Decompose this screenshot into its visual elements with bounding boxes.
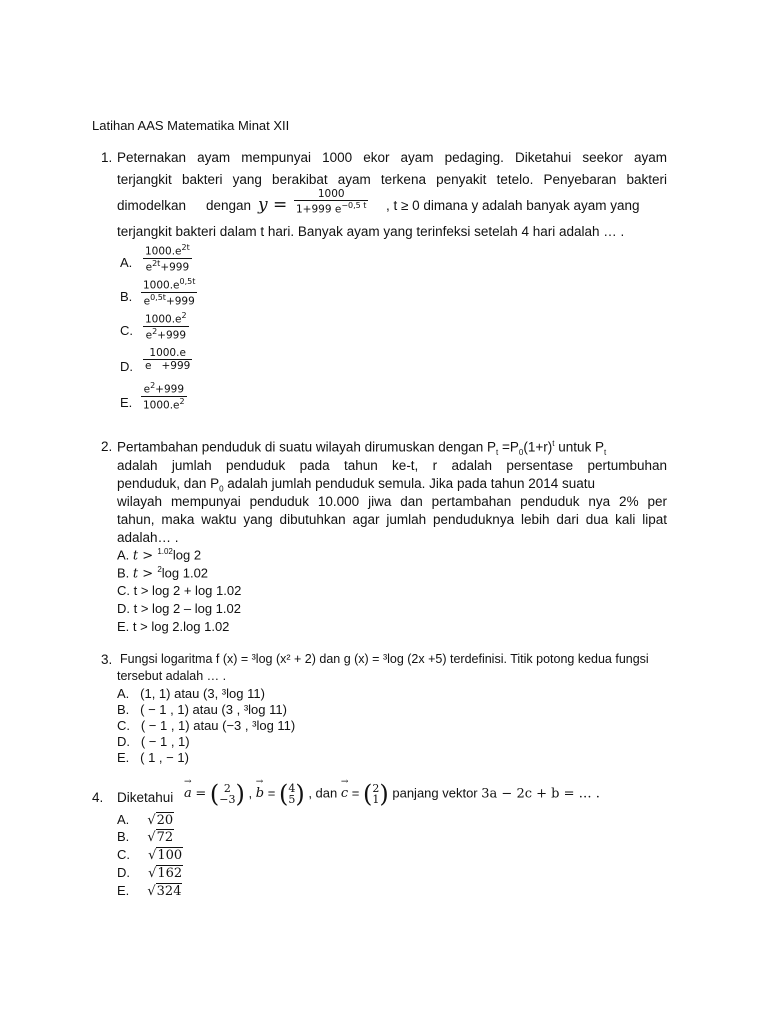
- q2-line-5: tahun, maka waktu yang dibutuhkan agar jumlah penduduknya lebih dari dua kali lipat: [117, 512, 667, 527]
- q4-intro: Diketahui: [117, 790, 174, 805]
- q2-option-a[interactable]: A. t > $^{1.02}$log 2: [117, 547, 202, 564]
- q1-option-e-fraction[interactable]: $\frac{e^2+999}{1000.e^2}$: [143, 381, 185, 411]
- q3-line-2: tersebut adalah … .: [117, 669, 227, 683]
- q1-option-b-fraction[interactable]: $\frac{1000.e^{0,5t}}{e^{0,5t}+999}$: [143, 277, 196, 307]
- q3-option-c[interactable]: C. ( − 1 , 1) atau (−3 , ³log 11): [117, 718, 296, 733]
- q2-option-c[interactable]: C. t > log 2 + log 1.02: [117, 583, 242, 598]
- q3-option-d[interactable]: D. ( − 1 , 1): [117, 734, 190, 749]
- q2-number: 2.: [101, 439, 113, 454]
- q1-eq-y: y =: [258, 195, 288, 215]
- q1-option-c-fraction[interactable]: $\frac{1000.e^2}{e^2+999}$: [145, 311, 187, 341]
- q4-option-d[interactable]: D. √162: [117, 865, 183, 881]
- q1-eq-denominator: 1+999 $e^{-0,5 t}$: [296, 201, 367, 216]
- q1-line-2: terjangkit bakteri yang berakibat ayam terkena penyakit tetelo. Penyebaran bakteri: [117, 172, 667, 187]
- q1-option-a-label: A.: [120, 255, 133, 270]
- q1-option-c-label: C.: [120, 323, 133, 338]
- q2-option-e[interactable]: E. t > log 2.log 1.02: [117, 619, 230, 634]
- q4-vectors: → a = ( 2 −3) , → b = (4 5) , dan → c = (2 1) panjang vektor 3a − 2c + b = … .: [184, 780, 600, 808]
- q1-option-a-fraction[interactable]: $\frac{1000.e^{2t}}{e^{2t}+999}$: [145, 243, 190, 273]
- q1-eq-numerator: 1000: [317, 188, 345, 200]
- q1-option-d-fraction[interactable]: $\frac{1000.e}{e +999}$: [145, 347, 191, 372]
- q1-line-3c: , t ≥ 0 dimana y adalah banyak ayam yang: [386, 198, 640, 213]
- q1-option-e-label: E.: [120, 395, 133, 410]
- q1-eq-fraction: [294, 188, 368, 216]
- q3-line-1: Fungsi logaritma f (x) = ³log (x² + 2) dan g (x) = ³log (2x +5) terdefinisi. Titik potong kedua fungsi: [120, 652, 649, 666]
- q4-number: 4.: [92, 790, 104, 805]
- q3-option-a[interactable]: A. (1, 1) atau (3, ³log 11): [117, 686, 265, 701]
- q1-option-b-label: B.: [120, 289, 133, 304]
- q3-option-e[interactable]: E. ( 1 , − 1): [117, 750, 189, 765]
- q1-line-4: terjangkit bakteri dalam t hari. Banyak ayam yang terinfeksi setelah 4 hari adalah … .: [117, 224, 625, 239]
- q2-line-3: penduduk, dan $P_0$ adalah jumlah penduduk semula. Jika pada tahun 2014 suatu: [117, 476, 596, 494]
- q2-option-d[interactable]: D. t > log 2 – log 1.02: [117, 601, 241, 616]
- q2-line-2: adalah jumlah penduduk pada tahun ke-t, r adalah persentase pertumbuhan: [117, 458, 667, 473]
- q1-line-3a: dimodelkan: [117, 198, 187, 213]
- q2-option-b[interactable]: B. t > $^2$log 1.02: [117, 565, 209, 582]
- q4-option-b[interactable]: B. √72: [117, 829, 174, 845]
- q1-line-1: Peternakan ayam mempunyai 1000 ekor ayam pedaging. Diketahui seekor ayam: [117, 150, 667, 165]
- q1-number: 1.: [101, 150, 113, 165]
- q1-line-3b: dengan: [206, 198, 252, 213]
- q3-option-b[interactable]: B. ( − 1 , 1) atau (3 , ³log 11): [117, 702, 287, 717]
- q4-option-c[interactable]: C. √100: [117, 847, 183, 863]
- q2-line-6: adalah… .: [117, 530, 179, 545]
- document-title: Latihan AAS Matematika Minat XII: [92, 118, 290, 133]
- q4-option-a[interactable]: A. √20: [117, 812, 174, 828]
- q2-line-4: wilayah mempunyai penduduk 10.000 jiwa dan pertambahan penduduk nya 2% per: [117, 494, 667, 509]
- q2-line-1: Pertambahan penduduk di suatu wilayah dirumuskan dengan $P_t =P_0(1+r)^t$ untuk $P_t$: [117, 439, 607, 458]
- q3-number: 3.: [101, 652, 113, 667]
- q4-option-e[interactable]: E. √324: [117, 883, 182, 899]
- q1-option-d-label: D.: [120, 359, 133, 374]
